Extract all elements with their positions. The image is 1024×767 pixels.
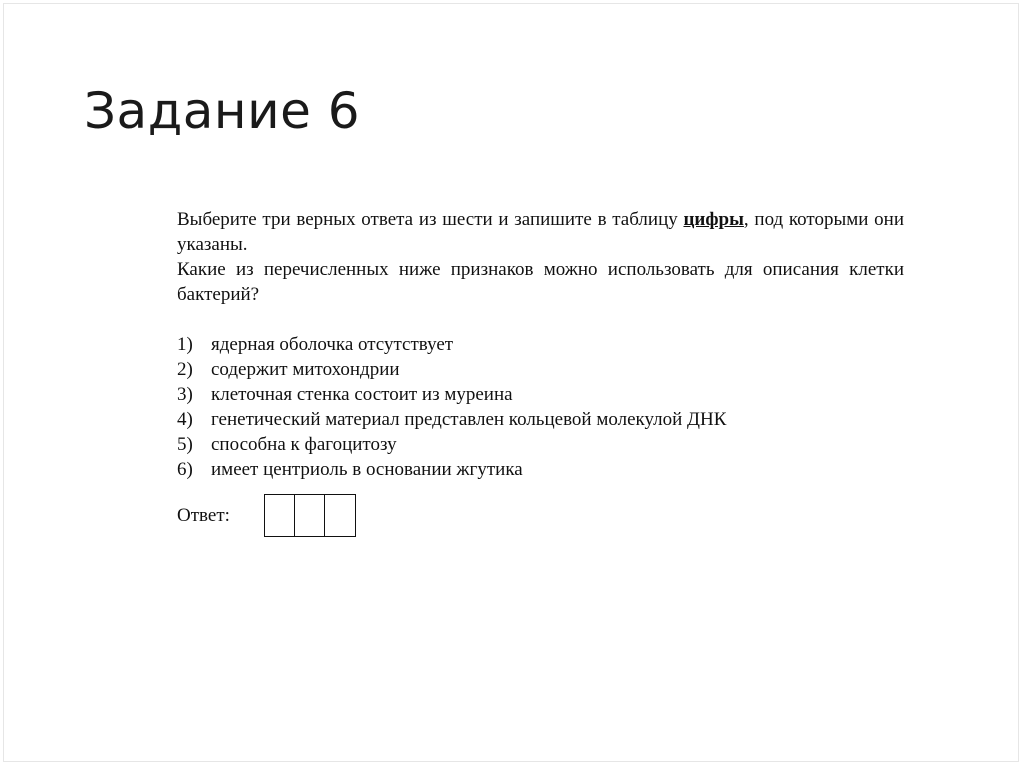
option-number: 1) (177, 334, 193, 355)
option-text: способна к фагоцитозу (211, 434, 397, 455)
option-number: 5) (177, 434, 193, 455)
option-item (177, 407, 904, 432)
option-item (177, 457, 904, 482)
task-block (177, 207, 904, 537)
answer-cell[interactable] (265, 495, 295, 536)
answer-table (264, 494, 356, 537)
slide-title: Задание 6 (84, 82, 361, 140)
option-number: 6) (177, 459, 193, 480)
option-text: генетический материал представлен кольцевой молекулой ДНК (211, 409, 727, 430)
option-text: содержит митохондрии (211, 359, 400, 380)
slide (3, 3, 1019, 762)
task-question: Какие из перечисленных ниже признаков можно использовать для описания клетки бактерий? (177, 259, 904, 305)
answer-label: Ответ: (177, 505, 230, 526)
instruction-text: Выберите три верных ответа из шести и запишите в таблицу (177, 209, 684, 230)
option-item (177, 357, 904, 382)
task-instruction (177, 207, 904, 257)
option-text: ядерная оболочка отсутствует (211, 334, 454, 355)
options-list (177, 332, 904, 482)
instruction-text-end: , под которыми они указаны. (177, 209, 904, 255)
option-item (177, 432, 904, 457)
answer-cell[interactable] (295, 495, 325, 536)
option-item (177, 382, 904, 407)
option-text: клеточная стенка состоит из муреина (211, 384, 513, 405)
answer-cell[interactable] (325, 495, 355, 536)
option-number: 4) (177, 409, 193, 430)
option-number: 2) (177, 359, 193, 380)
instruction-emphasis: цифры (683, 209, 744, 230)
answer-row (177, 494, 904, 537)
option-text: имеет центриоль в основании жгутика (211, 459, 523, 480)
option-number: 3) (177, 384, 193, 405)
option-item (177, 332, 904, 357)
